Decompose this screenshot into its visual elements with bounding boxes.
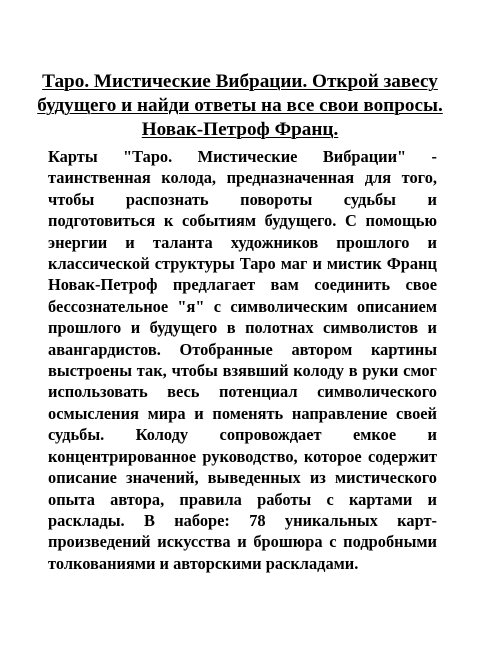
document-body: Карты "Таро. Мистические Вибрации" - таинственная колода, предназначенная для того, чтобы распознать повороты судьбы и подготовиться к событиям будущего. С помощью энергии и таланта художников прошлого и классической структуры Таро маг и мистик Франц Новак-Петроф предлагает вам соединить свое бессознательное "я" с символическим описанием прошлого и будущего в полотнах символистов и авангардистов. Отобранные автором картины выстроены так, чтобы взявший колоду в руки смог использовать весь потенциал символического осмысления мира и поменять направление своей судьбы. Колоду сопровождает емкое и концентрированное руководство, которое содержит описание значений, выведенных из мистического опыта автора, правила работы с картами и расклады. В наборе: 78 уникальных карт-произведений искусства и брошюра с подробными толкованиями и авторскими раскладами. — [48, 147, 437, 573]
document-title: Таро. Мистические Вибрации. Открой завесу будущего и найди ответы на все свои вопросы. Новак-Петроф Франц. — [37, 71, 443, 140]
